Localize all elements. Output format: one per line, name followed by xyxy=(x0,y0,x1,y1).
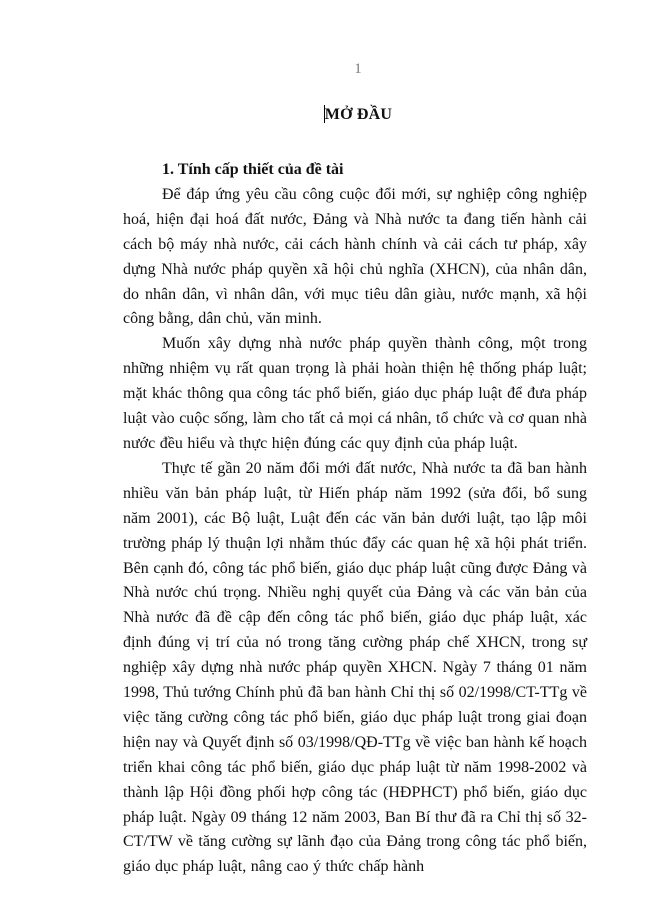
paragraph-3: Thực tế gần 20 năm đổi mới đất nước, Nhà nước ta đã ban hành nhiều văn bản pháp luật, từ Hiến pháp năm 1992 (sửa đổi, bổ sung năm 2001), các Bộ luật, Luật đến các văn bản dưới luật, tạo lập môi trường pháp lý thuận lợi nhằm thúc đẩy các quan hệ xã hội phát triển. Bên cạnh đó, công tác phổ biến, giáo dục pháp luật cũng được Đảng và Nhà nước chú trọng. Nhiều nghị quyết của Đảng và các văn bản của Nhà nước đã đề cập đến công tác phổ biến, giáo dục pháp luật, xác định đúng vị trí của nó trong tăng cường pháp chế XHCN, trong sự nghiệp xây dựng nhà nước pháp quyền XHCN. Ngày 7 tháng 01 năm 1998, Thủ tướng Chính phủ đã ban hành Chỉ thị số 02/1998/CT-TTg về việc tăng cường công tác phổ biến, giáo dục pháp luật trong giai đoạn hiện nay và Quyết định số 03/1998/QĐ-TTg về việc ban hành kế hoạch triển khai công tác phổ biến, giáo dục pháp luật từ năm 1998-2002 và thành lập Hội đồng phối hợp công tác (HĐPHCT) phổ biến, giáo dục pháp luật. Ngày 09 tháng 12 năm 2003, Ban Bí thư đã ra Chỉ thị số 32-CT/TW về tăng cường sự lãnh đạo của Đảng trong công tác phổ biến, giáo dục pháp luật, nâng cao ý thức chấp hành xyxy=(123,459,587,876)
page-number: 1 xyxy=(354,61,362,77)
paragraph-1: Để đáp ứng yêu cầu công cuộc đổi mới, sự nghiệp công nghiệp hoá, hiện đại hoá đất nước, Đảng và Nhà nước ta đang tiến hành cải cách bộ máy nhà nước, cải cách hành chính và cải cách tư pháp, xây dựng Nhà nước pháp quyền xã hội chủ nghĩa (XHCN), của nhân dân, do nhân dân, vì nhân dân, với mục tiêu dân giàu, nước mạnh, xã hội công bằng, dân chủ, văn minh. xyxy=(123,185,587,328)
title-line xyxy=(0,105,670,124)
document-title: MỞ ĐẦU xyxy=(324,106,393,123)
section-heading: 1. Tính cấp thiết của đề tài xyxy=(162,161,344,178)
body-text[interactable] xyxy=(123,158,587,880)
paragraph-2: Muốn xây dựng nhà nước pháp quyền thành công, một trong những nhiệm vụ rất quan trọng là phải hoàn thiện hệ thống pháp luật; mặt khác thông qua công tác phổ biến, giáo dục pháp luật để đưa pháp luật vào cuộc sống, làm cho tất cả mọi cá nhân, tổ chức và cơ quan nhà nước đều hiểu và thực hiện đúng các quy định của pháp luật. xyxy=(123,335,587,452)
